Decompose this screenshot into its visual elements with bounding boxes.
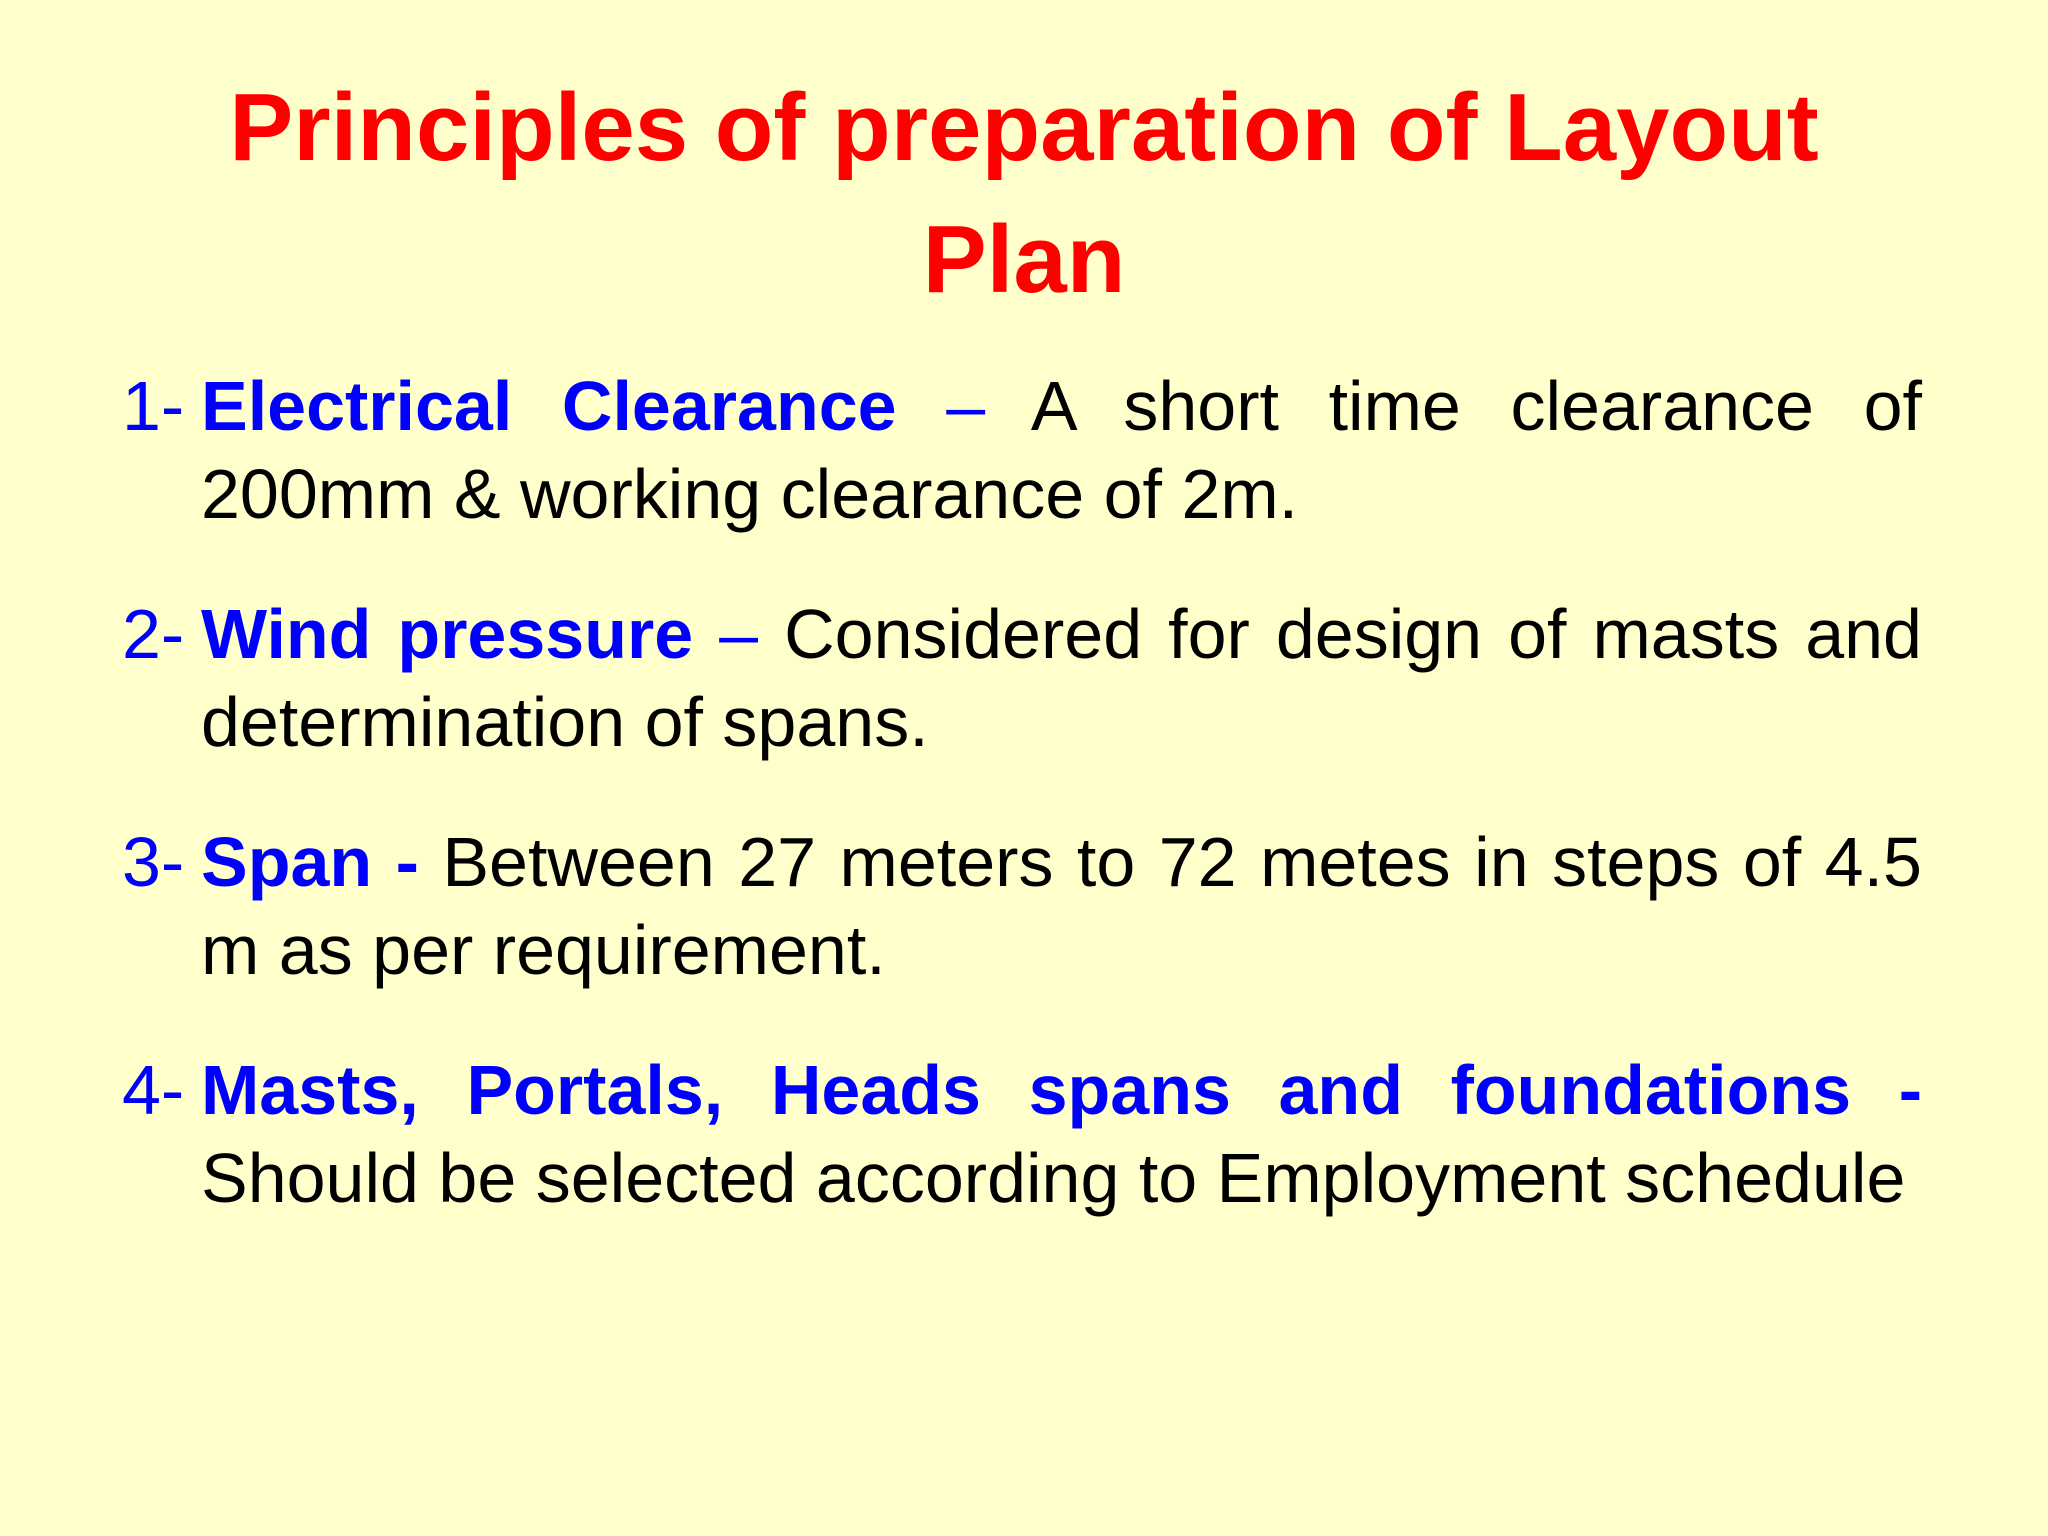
- item-number: 3-: [122, 823, 185, 901]
- item-separator: -: [1898, 1051, 1922, 1129]
- item-number: 4-: [122, 1051, 185, 1129]
- item-separator: –: [946, 367, 986, 445]
- list-item-electrical-clearance: [122, 362, 1922, 538]
- item-description: Considered for design of masts and determination of spans.: [201, 595, 1922, 761]
- item-number: 1-: [122, 367, 185, 445]
- list-item-wind-pressure: [122, 590, 1922, 766]
- list-item-masts-portals: [122, 1046, 1922, 1222]
- list-item-span: [122, 818, 1922, 994]
- item-term: Span: [201, 823, 373, 901]
- principles-list: [122, 362, 1922, 1274]
- item-term: Masts, Portals, Heads spans and foundations: [201, 1051, 1852, 1129]
- item-description: Should be selected according to Employment schedule: [201, 1139, 1906, 1217]
- item-term: Wind pressure: [201, 595, 694, 673]
- item-number: 2-: [122, 595, 185, 673]
- item-description: Between 27 meters to 72 metes in steps of 4.5 m as per requirement.: [201, 823, 1922, 989]
- item-description: A short time clearance of 200mm & working clearance of 2m.: [201, 367, 1922, 533]
- item-separator: -: [395, 823, 419, 901]
- item-term: Electrical Clearance: [201, 367, 897, 445]
- item-separator: –: [719, 595, 759, 673]
- slide-title: Principles of preparation of Layout Plan: [229, 74, 1819, 313]
